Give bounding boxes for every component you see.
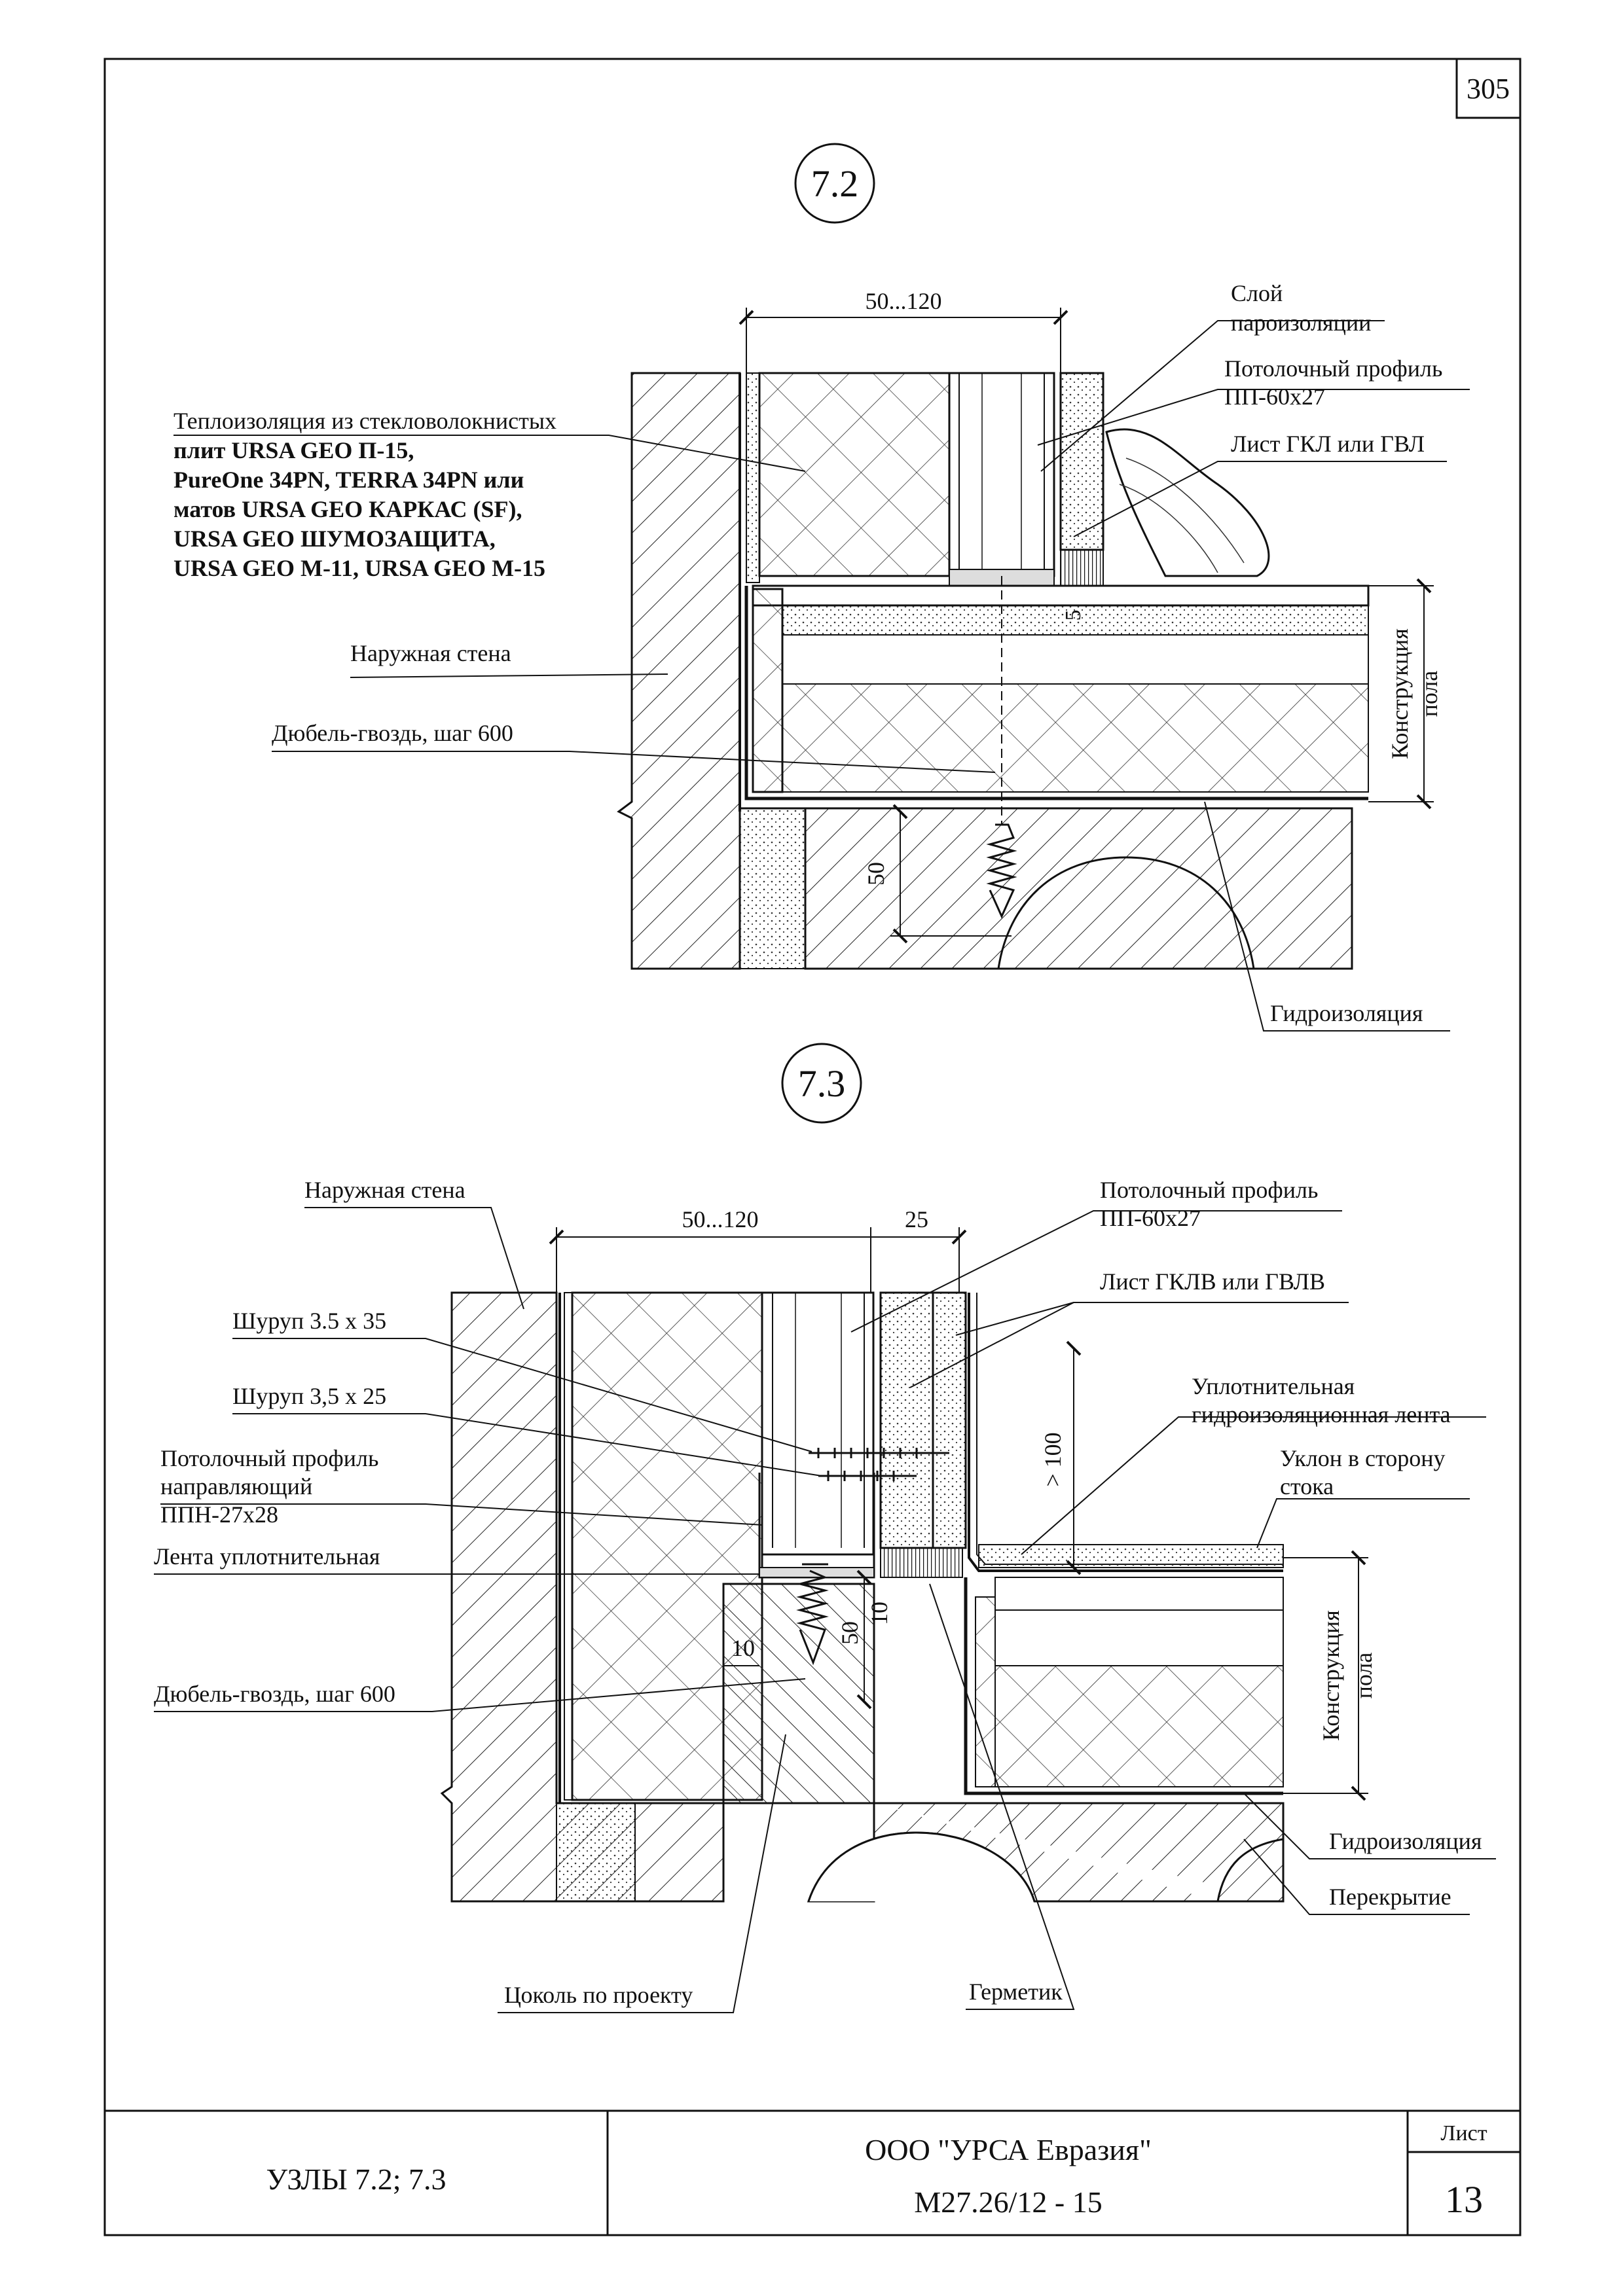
label-dowel: Дюбель-гвоздь, шаг 600 [272,720,513,746]
label-sheet: Лист ГКЛ или ГВЛ [1231,431,1425,457]
dim-50: 50 [863,862,889,886]
label-seal-2: гидроизоляционная лента [1192,1401,1451,1427]
floor-layer-2 [782,635,1368,684]
floor-layer-2 [995,1610,1283,1666]
seal-tape [1061,550,1103,586]
edge-strip [976,1597,995,1787]
sheet-title: УЗЛЫ 7.2; 7.3 [266,2162,447,2196]
insulation-line-5: URSA GEO ШУМОЗАЩИТА, [173,526,496,552]
leader [350,674,668,677]
label-vapor-1: Слой [1231,280,1283,306]
insulation-line-2: плит URSA GEO П-15, [173,437,414,463]
leader [1257,1499,1470,1548]
label-slope-2: стока [1280,1473,1334,1499]
plinth [723,1584,874,1803]
seal-tape [881,1548,962,1577]
label-dowel: Дюбель-гвоздь, шаг 600 [154,1681,395,1707]
leader [1021,1417,1486,1554]
waterproof-tape-2 [977,1293,1283,1564]
plinth-block [556,1803,635,1901]
node-marker: 7.2 [811,162,859,205]
label-guide-2: направляющий [160,1473,313,1499]
ceiling-profile [762,1293,873,1554]
dim-10a: 10 [731,1635,755,1661]
label-guide-3: ППН-27х28 [160,1501,278,1528]
label-seal-1: Уплотнительная [1192,1373,1355,1399]
label-waterproof: Гидроизоляция [1329,1828,1482,1854]
insulation-line-6: URSA GEO М-11, URSA GEO М-15 [173,555,546,581]
company-name: ООО "УРСА Евразия" [865,2133,1152,2166]
vapor-layer [564,1293,572,1800]
floor-insulation [995,1666,1283,1787]
label-waterproof: Гидроизоляция [1270,1000,1423,1026]
floor-top [979,1545,1283,1568]
dim-10b: 10 [866,1602,892,1625]
seal-strip [759,1568,874,1577]
floor-top [753,586,1368,605]
exterior-wall [619,373,740,969]
floor-label-1: Конструкция [1318,1610,1344,1741]
ceiling-profile [949,373,1054,576]
label-slab: Перекрытие [1329,1884,1451,1910]
label-profile-1: Потолочный профиль [1100,1177,1319,1203]
page-number: 305 [1467,73,1510,105]
label-profile-2: ПП-60х27 [1224,384,1325,410]
floor-label-2: пола [1416,670,1442,717]
dim-5: 5 [1061,609,1085,621]
floor-insulation [782,684,1368,792]
list-number: 13 [1445,2178,1483,2221]
floor-slab [740,808,1352,969]
label-plinth: Цоколь по проекту [504,1982,693,2008]
leader [956,1302,1074,1335]
dim-width: 50...120 [865,288,942,314]
label-profile-1: Потолочный профиль [1224,355,1443,382]
label-profile-2: ПП-60х27 [1100,1205,1201,1231]
document-code: М27.26/12 - 15 [914,2185,1103,2219]
node-marker: 7.3 [797,1062,846,1105]
label-wall: Наружная стена [350,640,511,666]
floor-label-1: Конструкция [1387,628,1413,759]
insulation-line-3: PureOne 34PN, TERRA 34PN или [173,467,524,493]
plinth-block [740,808,805,969]
label-wall: Наружная стена [304,1177,465,1203]
label-tape: Лента уплотнительная [154,1543,380,1570]
dim-50: 50 [837,1621,863,1645]
insulation [759,373,949,576]
gypsum-sheet [881,1293,933,1548]
label-sheet: Лист ГКЛВ или ГВЛВ [1100,1268,1326,1295]
label-guide-1: Потолочный профиль [160,1445,379,1471]
dim-100: > 100 [1040,1432,1066,1487]
insulation-line-4: матов URSA GEO КАРКАС (SF), [173,496,522,522]
waterproof-tape [969,1293,1283,1571]
dim-width: 50...120 [682,1206,759,1232]
node-7-2 [173,144,1470,1031]
label-slope-1: Уклон в сторону [1280,1445,1446,1471]
floor-screed [995,1577,1283,1610]
dim-25: 25 [905,1206,928,1232]
list-label: Лист [1440,2121,1487,2145]
label-screw2: Шуруп 3,5 х 25 [232,1383,387,1409]
label-screw1: Шуруп 3.5 х 35 [232,1308,387,1334]
label-sealant: Герметик [969,1979,1063,2005]
gypsum-sheet [1061,373,1103,550]
floor-label-2: пола [1351,1652,1377,1699]
node-7-3 [154,1044,1496,2013]
gypsum-sheet-2 [933,1293,966,1548]
insulation-line-1: Теплоизоляция из стекловолокнистых [173,408,557,434]
label-vapor-2: пароизоляции [1231,310,1372,336]
vapor-layer [746,373,759,583]
